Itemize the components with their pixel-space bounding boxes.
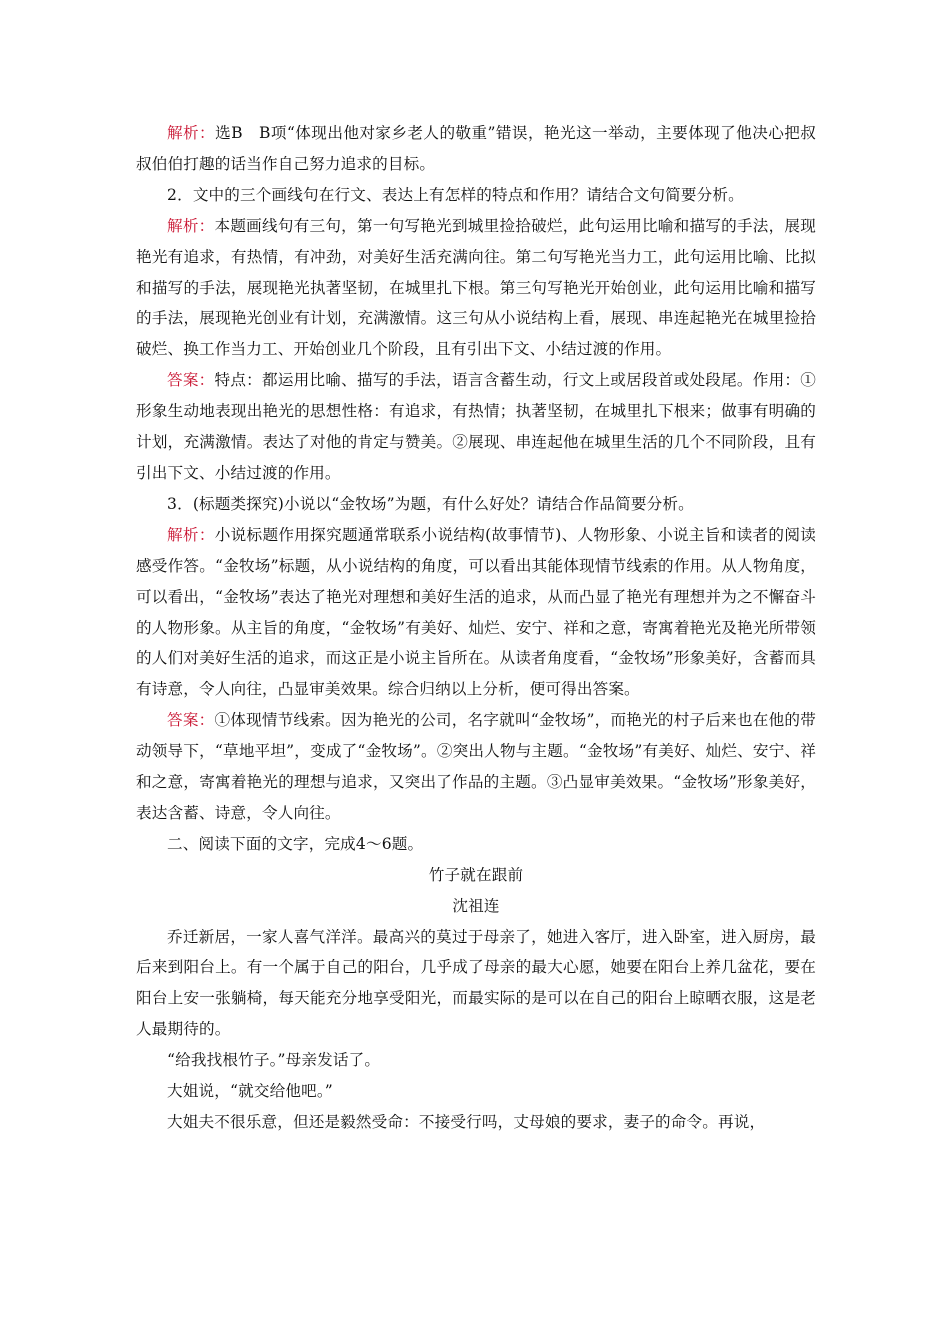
story-paragraph: 乔迁新居，一家人喜气洋洋。最高兴的莫过于母亲了，她进入客厅，进入卧室，进入厨房，最后来到阳台上。有一个属于自己的阳台，几乎成了母亲的最大心愿，她要在阳台上养几盆花，要在阳台上安一张躺椅，每天能充分地享受阳光，而最实际的是可以在自己的阳台上晾晒衣服，这是老人最期待的。 <box>136 927 816 1039</box>
q2-answer <box>136 365 816 489</box>
q2-analysis <box>136 211 816 366</box>
q3-analysis-text: 小说标题作用探究题通常联系小说结构(故事情节)、人物形象、小说主旨和读者的阅读感受作答。“金牧场”标题，从小说结构的角度，可以看出其能体现情节线索的作用。从人物角度，可以看出，“金牧场”表达了艳光对理想和美好生活的追求，从而凸显了艳光有理想并为之不懈奋斗的人物形象。从主旨的角度，“金牧场”有美好、灿烂、安宁、祥和之意，寄寓着艳光及艳光所带领的人们对美好生活的追求，而这正是小说主旨所在。从读者角度看，“金牧场”形象美好，含蓄而具有诗意，令人向往，凸显审美效果。综合归纳以上分析，便可得出答案。 <box>136 525 816 699</box>
q1-analysis-text: 选B B项“体现出他对家乡老人的敬重”错误，艳光这一举动，主要体现了他决心把叔叔伯伯打趣的话当作自己努力追求的目标。 <box>136 124 816 173</box>
answer-label: 答案： <box>167 371 215 390</box>
q3-analysis <box>136 520 816 705</box>
q2-question: 2．文中的三个画线句在行文、表达上有怎样的特点和作用？请结合文句简要分析。 <box>167 185 744 204</box>
q3-answer <box>136 705 816 829</box>
story-author: 沈祖连 <box>452 896 500 915</box>
story-paragraph: 大姐夫不很乐意，但还是毅然受命：不接受行吗，丈母娘的要求，妻子的命令。再说， <box>167 1113 766 1131</box>
section-heading: 二、阅读下面的文字，完成4～6题。 <box>167 834 424 853</box>
q2-answer-text: 特点：都运用比喻、描写的手法，语言含蓄生动，行文上或居段首或处段尾。作用：①形象生动地表现出艳光的思想性格：有追求，有热情；执著坚韧，在城里扎下根来；做事有明确的计划，充满激情。表达了对他的肯定与赞美。②展现、串连起他在城里生活的几个不同阶段，且有引出下文、小结过渡的作用。 <box>136 371 817 482</box>
analysis-label: 解析： <box>167 525 215 544</box>
analysis-label: 解析： <box>167 124 216 142</box>
q3-answer-text: ①体现情节线索。因为艳光的公司，名字就叫“金牧场”，而艳光的村子后来也在他的带动领导下，“草地平坦”，变成了“金牧场”。②突出人物与主题。“金牧场”有美好、灿烂、安宁、祥和之意，寄寓着艳光的理想与追求，又突出了作品的主题。③凸显审美效果。“金牧场”形象美好，表达含蓄、诗意，令人向往。 <box>136 711 816 822</box>
q2-analysis-text: 本题画线句有三句，第一句写艳光到城里捡拾破烂，此句运用比喻和描写的手法，展现艳光有追求，有热情，有冲劲，对美好生活充满向往。第二句写艳光当力工，此句运用比喻、比拟和描写的手法，展现艳光执著坚韧，在城里扎下根。第三句写艳光开始创业，此句运用比喻和描写的手法，展现艳光创业有计划，充满激情。这三句从小说结构上看，展现、串连起艳光在城里捡拾破烂、换工作当力工、开始创业几个阶段，且有引出下文、小结过渡的作用。 <box>136 216 817 359</box>
story-title: 竹子就在跟前 <box>428 865 524 884</box>
analysis-label: 解析： <box>167 216 215 235</box>
q3-question: 3．(标题类探究)小说以“金牧场”为题，有什么好处？请结合作品简要分析。 <box>167 494 694 513</box>
story-paragraph: 大姐说，“就交给他吧。” <box>167 1082 333 1101</box>
answer-label: 答案： <box>167 711 215 730</box>
story-paragraph: “给我找根竹子。”母亲发话了。 <box>167 1051 381 1070</box>
q1-analysis <box>136 118 816 180</box>
